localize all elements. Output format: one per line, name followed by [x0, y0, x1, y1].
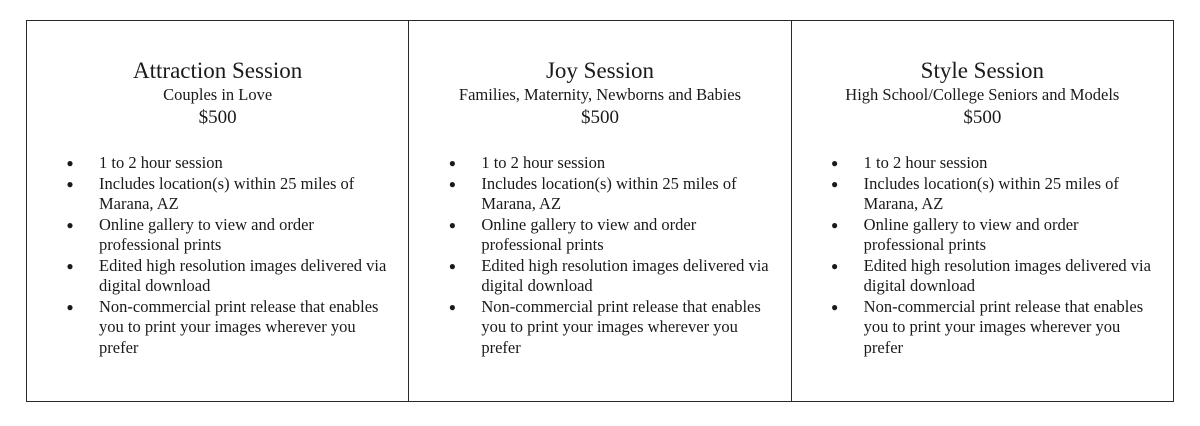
session-header: [409, 57, 790, 131]
feature-item: [447, 215, 790, 256]
feature-text: 1 to 2 hour session: [99, 153, 223, 172]
bullet-icon: ●: [66, 176, 74, 191]
feature-text: Non-commercial print release that enables you to print your images wherever you prefer: [99, 296, 379, 357]
feature-text: Non-commercial print release that enables you to print your images wherever you prefer: [481, 296, 761, 357]
feature-item: [830, 153, 1173, 174]
feature-item: [65, 215, 408, 256]
bullet-icon: ●: [66, 258, 74, 273]
bullet-icon: ●: [448, 176, 456, 191]
bullet-icon: ●: [831, 176, 839, 191]
feature-item: [447, 153, 790, 174]
feature-item: [65, 297, 408, 359]
feature-text: Edited high resolution images delivered via digital download: [99, 255, 387, 295]
session-card-joy: [408, 21, 790, 401]
bullet-icon: ●: [66, 217, 74, 232]
feature-item: [447, 174, 790, 215]
bullet-icon: ●: [831, 299, 839, 314]
feature-item: [830, 174, 1173, 215]
bullet-icon: ●: [66, 299, 74, 314]
bullet-icon: ●: [448, 258, 456, 273]
feature-text: Includes location(s) within 25 miles of Marana, AZ: [863, 173, 1119, 213]
feature-item: [830, 256, 1173, 297]
session-features-list: [792, 153, 1173, 358]
bullet-icon: ●: [448, 156, 456, 170]
session-title: Style Session: [920, 58, 1044, 83]
feature-item: [447, 297, 790, 359]
session-title: Attraction Session: [133, 58, 303, 83]
feature-text: Online gallery to view and order professional prints: [481, 214, 697, 254]
session-price: $500: [580, 107, 619, 128]
bullet-icon: ●: [66, 156, 74, 170]
feature-text: Includes location(s) within 25 miles of Marana, AZ: [99, 173, 355, 213]
session-header: [792, 57, 1173, 131]
feature-text: Includes location(s) within 25 miles of Marana, AZ: [481, 173, 737, 213]
feature-text: 1 to 2 hour session: [481, 153, 606, 172]
session-subtitle: Couples in Love: [163, 85, 273, 104]
feature-text: Non-commercial print release that enables you to print your images wherever you prefer: [863, 296, 1144, 357]
feature-item: [65, 174, 408, 215]
feature-item: [447, 256, 790, 297]
session-features-list: [27, 153, 408, 358]
bullet-icon: ●: [831, 258, 839, 273]
feature-item: [830, 297, 1173, 359]
session-pricing-table: [26, 20, 1174, 402]
session-features-list: [409, 153, 790, 358]
feature-item: [65, 256, 408, 297]
feature-item: [65, 153, 408, 174]
session-price: $500: [963, 107, 1002, 128]
feature-text: Online gallery to view and order professional prints: [863, 214, 1079, 254]
session-header: [27, 57, 408, 131]
session-card-attraction: [27, 21, 408, 401]
session-subtitle: High School/College Seniors and Models: [845, 85, 1120, 104]
bullet-icon: ●: [448, 217, 456, 232]
feature-text: Edited high resolution images delivered via digital download: [481, 255, 769, 295]
session-subtitle: Families, Maternity, Newborns and Babies: [458, 85, 742, 104]
feature-item: [830, 215, 1173, 256]
bullet-icon: ●: [831, 156, 839, 170]
feature-text: Edited high resolution images delivered via digital download: [863, 255, 1151, 295]
session-card-style: [791, 21, 1173, 401]
feature-text: Online gallery to view and order professional prints: [99, 214, 314, 254]
session-title: Joy Session: [545, 58, 654, 83]
feature-text: 1 to 2 hour session: [863, 153, 988, 172]
bullet-icon: ●: [448, 299, 456, 314]
session-price: $500: [198, 107, 237, 128]
bullet-icon: ●: [831, 217, 839, 232]
